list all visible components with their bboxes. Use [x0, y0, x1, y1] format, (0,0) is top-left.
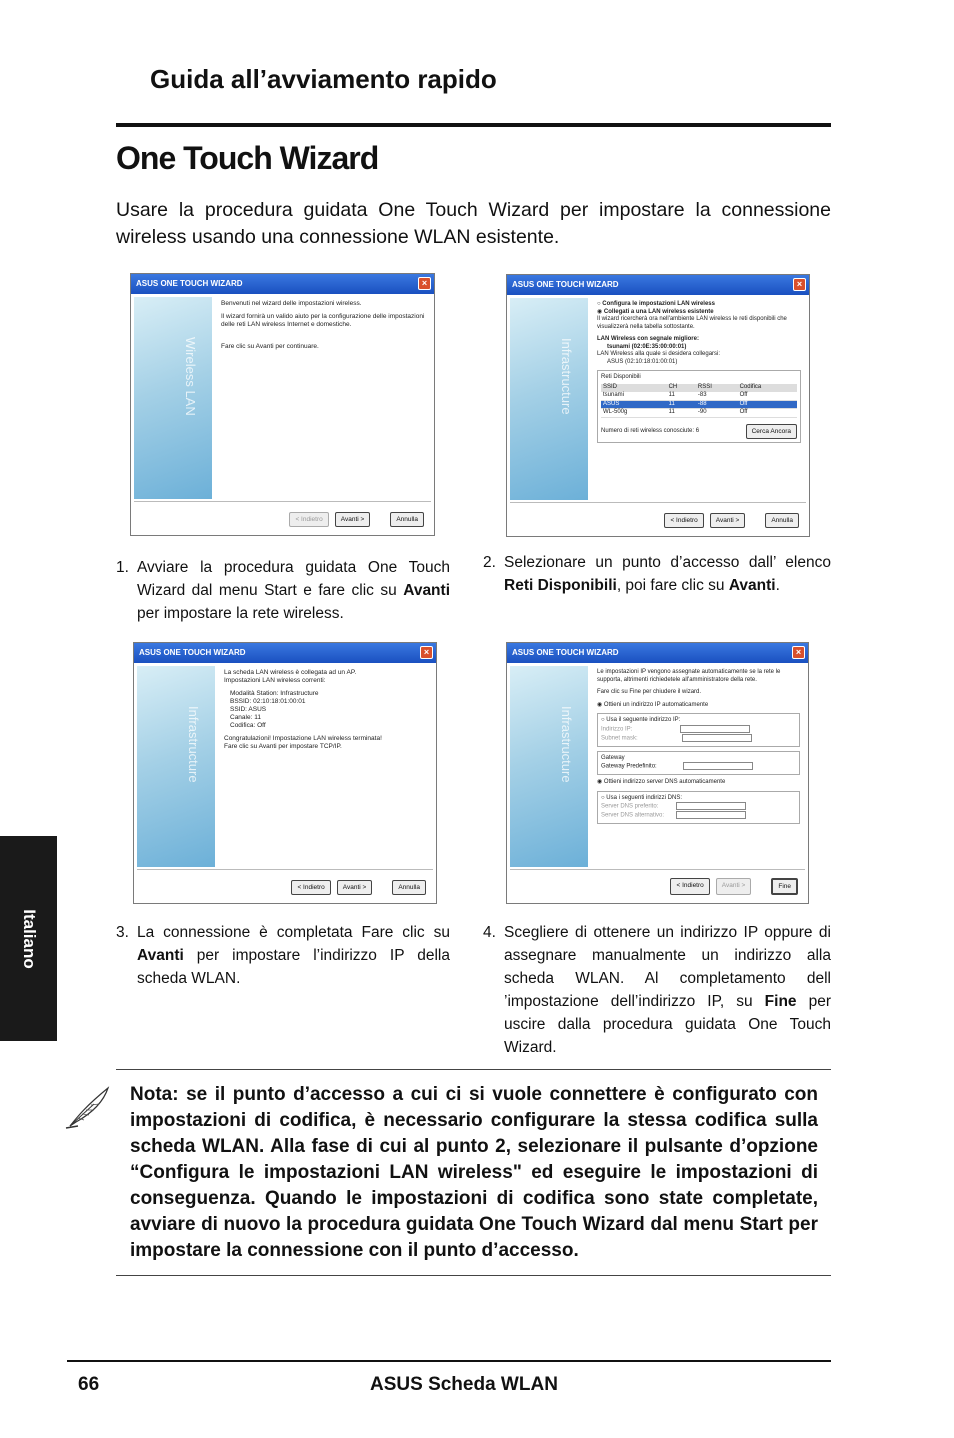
cancel-button[interactable]: Annulla: [765, 513, 799, 528]
auto-ip-radio[interactable]: ◉ Ottieni un indirizzo IP automaticamente: [597, 701, 709, 708]
ip-description: Le impostazioni IP vengono assegnate automaticamente se la rete le supporta, altrimenti richiedetele all'amministratore della rete.: [597, 669, 781, 683]
wizard-illustration: [510, 298, 588, 500]
art-label: Wireless LAN: [183, 337, 198, 416]
back-button[interactable]: < Indietro: [289, 512, 328, 527]
art-label: Infrastructure: [186, 706, 201, 783]
available-networks-group: [597, 370, 801, 443]
finish-hint: Fare clic su Fine per chiudere il wizard.: [597, 689, 702, 695]
step-1: 1. Avviare la procedura guidata One Touch Wizard dal menu Start e fare clic su Avanti per impostare la rete wireless.: [116, 556, 450, 625]
close-icon[interactable]: ×: [418, 277, 431, 290]
divider: [137, 869, 433, 870]
next-button[interactable]: Avanti >: [710, 513, 746, 528]
feather-pen-icon: [64, 1082, 114, 1132]
back-button[interactable]: < Indietro: [291, 880, 330, 895]
table-row[interactable]: WL-500g 11 -90 Off: [601, 409, 797, 418]
finish-button[interactable]: Fine: [771, 878, 798, 895]
manual-dns-group: [597, 791, 800, 825]
manual-ip-radio[interactable]: ○ Usa il seguente indirizzo IP:: [601, 717, 681, 723]
window-title: ASUS ONE TOUCH WIZARD: [139, 648, 246, 657]
window-titlebar: [507, 643, 808, 663]
art-label: Infrastructure: [559, 706, 574, 783]
footer-rule: [67, 1360, 831, 1362]
window-title: ASUS ONE TOUCH WIZARD: [136, 279, 243, 288]
network-count: Numero di reti wireless conosciute: 6: [601, 427, 700, 434]
table-row[interactable]: ASUS 11 -88 Off: [601, 400, 797, 409]
preferred-dns-field[interactable]: [676, 802, 746, 810]
wizard-illustration: [510, 666, 588, 867]
next-button[interactable]: Avanti >: [337, 880, 373, 895]
col-rssi: RSSI: [696, 384, 738, 392]
step-number: 2.: [483, 554, 496, 571]
window-titlebar: [134, 643, 436, 663]
step-3: 3. La connessione è completata Fare clic su Avanti per impostare l’indirizzo IP della scheda WLAN.: [116, 921, 450, 990]
bssid-value: BSSID: 02:10:18:01:00:01: [230, 698, 306, 705]
wizard-screenshot-2: [506, 274, 810, 537]
option-connect-radio[interactable]: ◉ Collegati a una LAN wireless esistente: [597, 308, 714, 315]
page-number: 66: [78, 1374, 100, 1395]
language-side-tab: [0, 836, 57, 1041]
wizard-illustration: [134, 297, 212, 499]
alternate-dns-field[interactable]: [676, 811, 746, 819]
channel-value: Canale: 11: [230, 714, 261, 721]
next-button[interactable]: Avanti >: [335, 512, 371, 527]
wizard-screenshot-4: [506, 642, 809, 904]
best-signal-label: LAN Wireless con segnale migliore:: [597, 336, 699, 342]
connect-target-label: LAN Wireless alla quale si desidera collegarsi:: [597, 351, 721, 357]
wizard-description: Il wizard fornirà un valido aiuto per la configurazione delle impostazioni delle reti LAN wireless Internet e domestiche.: [221, 313, 425, 328]
ip-address-field[interactable]: [680, 725, 750, 733]
divider: [510, 869, 805, 870]
step-number: 1.: [116, 559, 129, 576]
step-2: 2. Selezionare un punto d’accesso dall’ elenco Reti Disponibili, poi fare clic su Avanti.: [483, 551, 831, 597]
search-again-button[interactable]: Cerca Ancora: [746, 424, 797, 440]
col-encryption: Codifica: [738, 384, 797, 392]
close-icon[interactable]: ×: [793, 278, 806, 291]
search-description: Il wizard ricercherà ora nell'ambiente LAN wireless le reti disponibili che visualizzerà nella tabella sottostante.: [597, 316, 787, 330]
manual-dns-radio[interactable]: ○ Usa i seguenti indirizzi DNS:: [601, 794, 682, 801]
step-number: 3.: [116, 924, 129, 941]
note-text: Nota: se il punto d’accesso a cui ci si vuole connettere è configurato con impostazioni di codifica, è necessario configurare la stessa codifica sulla scheda WLAN. Alla fase di cui al punto 2, selezionare il pulsante d’opzione “Configura le impostazioni LAN wireless" ed eseguire le impostazioni di conseguenza. Quando le impostazioni di codifica sono state completate, avviare di nuovo la procedura guidata One Touch Wizard dal menu Start per impostare la connessione con il punto d’accesso.: [130, 1084, 818, 1261]
welcome-text: Benvenuti nel wizard delle impostazioni wireless.: [221, 300, 362, 307]
intro-paragraph: Usare la procedura guidata One Touch Wizard per impostare la connessione wireless usando una connessione WLAN esistente.: [116, 199, 831, 248]
footer-label: ASUS Scheda WLAN: [370, 1374, 558, 1395]
next-button[interactable]: Avanti >: [716, 878, 752, 895]
step-4: 4. Scegliere di ottenere un indirizzo IP oppure di assegnare manualmente un indirizzo alla scheda WLAN. Al completamento dell ’impostazione dell’indirizzo IP, su Fine per uscire dalla procedura guidata One Touch Wizard.: [483, 921, 831, 1059]
gateway-group: [597, 751, 800, 776]
table-row[interactable]: tsunami 11 -83 Off: [601, 392, 797, 401]
subnet-mask-field[interactable]: [682, 734, 752, 742]
gateway-label: Gateway Predefinito:: [601, 763, 657, 770]
page-title: One Touch Wizard: [116, 140, 379, 176]
window-titlebar: [507, 275, 809, 295]
step-number: 4.: [483, 924, 496, 941]
auto-dns-radio[interactable]: ◉ Ottieni indirizzo server DNS automaticamente: [597, 779, 726, 786]
dns1-label: Server DNS preferito:: [601, 803, 659, 810]
window-title: ASUS ONE TOUCH WIZARD: [512, 280, 619, 289]
available-networks-label: Reti Disponibili: [601, 374, 641, 380]
header-rule: [116, 123, 831, 127]
col-ssid: SSID: [601, 384, 667, 392]
connect-target-value: ASUS (02:10:18:01:00:01): [607, 358, 678, 365]
divider: [134, 501, 431, 502]
back-button[interactable]: < Indietro: [670, 878, 709, 895]
ip-label: Indirizzo IP:: [601, 726, 633, 733]
back-button[interactable]: < Indietro: [664, 513, 703, 528]
art-label: Infrastructure: [559, 338, 574, 415]
cancel-button[interactable]: Annulla: [392, 880, 426, 895]
ssid-value: SSID: ASUS: [230, 706, 267, 713]
networks-table: [601, 384, 797, 418]
note-rule-bottom: [116, 1275, 831, 1276]
mask-label: Subnet mask:: [601, 735, 638, 742]
side-tab-label: Italiano: [19, 908, 39, 969]
cancel-button[interactable]: Annulla: [390, 512, 424, 527]
wizard-screenshot-3: [133, 642, 437, 904]
tcpip-hint: Fare clic su Avanti per impostare TCP/IP.: [224, 743, 342, 750]
encryption-value: Codifica: Off: [230, 722, 266, 729]
mode-value: Modalità Station: Infrastructure: [230, 690, 319, 697]
current-settings-label: Impostazioni LAN wireless correnti:: [224, 677, 326, 684]
header-title: Guida all’avviamento rapido: [150, 64, 497, 94]
gateway-field[interactable]: [683, 762, 753, 770]
divider: [510, 502, 806, 503]
connected-text: La scheda LAN wireless è collegata ad un AP.: [224, 669, 357, 676]
col-channel: CH: [667, 384, 696, 392]
note-rule-top: [116, 1069, 831, 1070]
wizard-illustration: [137, 666, 215, 867]
best-signal-value: tsunami (02:0E:35:00:00:01): [607, 343, 687, 350]
continue-hint: Fare clic su Avanti per continuare.: [221, 343, 319, 350]
option-configure-radio[interactable]: ○ Configura le impostazioni LAN wireless: [597, 301, 715, 307]
congrats-text: Congratulazioni! Impostazione LAN wireless terminata!: [224, 735, 382, 742]
dns2-label: Server DNS alternativo:: [601, 812, 665, 819]
gateway-group-label: Gateway: [601, 754, 625, 761]
manual-ip-group: [597, 713, 800, 747]
window-titlebar: [131, 274, 434, 294]
wizard-screenshot-1: [130, 273, 435, 536]
close-icon[interactable]: ×: [792, 646, 805, 659]
close-icon[interactable]: ×: [420, 646, 433, 659]
window-title: ASUS ONE TOUCH WIZARD: [512, 648, 619, 657]
